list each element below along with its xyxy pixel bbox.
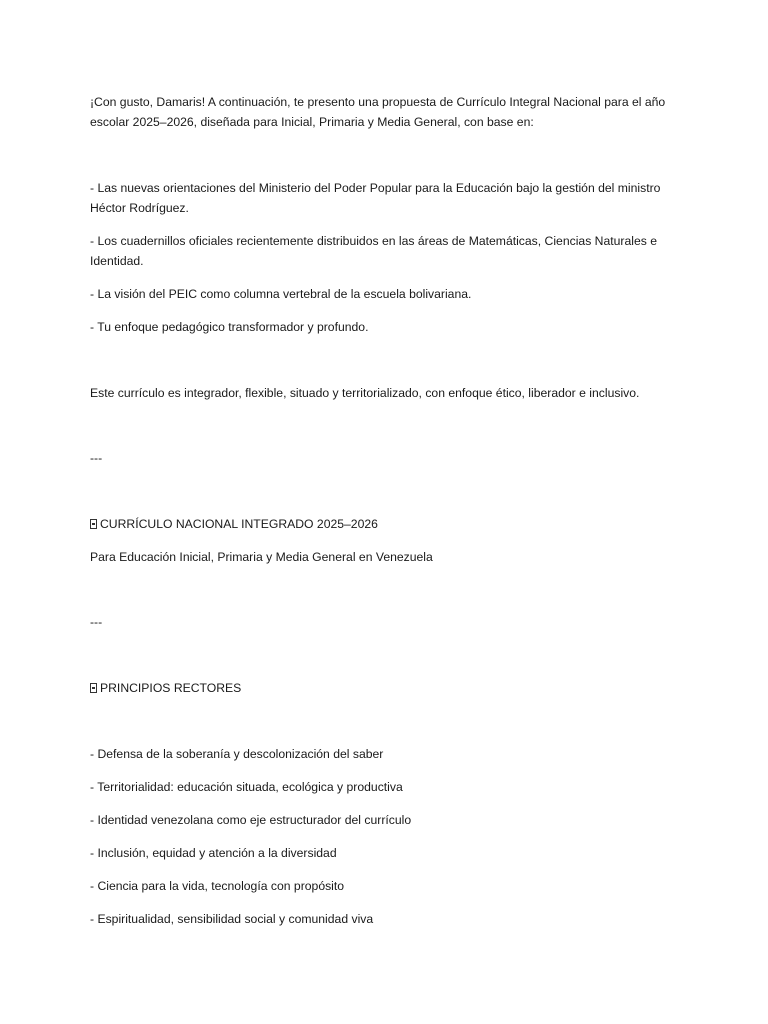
principles-heading [90,678,680,698]
separator: --- [90,451,103,465]
intro-paragraph: ¡Con gusto, Damaris! A continuación, te presento una propuesta de Currículo Integral Nacional para el año escolar 2025–2026, diseñada para Inicial, Primaria y Media General, con base en: [90,95,666,129]
summary-paragraph: Este currículo es integrador, flexible, situado y territorializado, con enfoque ético, liberador e inclusivo. [90,386,640,400]
principle-item: - Territorialidad: educación situada, ecológica y productiva [90,780,403,794]
principle-item: - Inclusión, equidad y atención a la diversidad [90,846,337,860]
principle-item: - Identidad venezolana como eje estructurador del currículo [90,813,412,827]
missing-glyph-icon [90,683,97,693]
curriculum-title [90,514,680,534]
principle-item: - Ciencia para la vida, tecnología con propósito [90,879,345,893]
principles-heading-text: PRINCIPIOS RECTORES [100,681,242,695]
curriculum-subtitle: Para Educación Inicial, Primaria y Media General en Venezuela [90,550,433,564]
basis-item: - La visión del PEIC como columna vertebral de la escuela bolivariana. [90,287,472,301]
separator: --- [90,615,103,629]
basis-item: - Las nuevas orientaciones del Ministerio del Poder Popular para la Educación bajo la gestión del ministro Héctor Rodríguez. [90,181,661,215]
basis-item: - Tu enfoque pedagógico transformador y profundo. [90,320,369,334]
principle-item: - Defensa de la soberanía y descolonización del saber [90,747,384,761]
missing-glyph-icon [90,519,97,529]
basis-item: - Los cuadernillos oficiales recientemente distribuidos en las áreas de Matemáticas, Ciencias Naturales e Identidad. [90,234,657,268]
principle-item: - Espiritualidad, sensibilidad social y comunidad viva [90,912,374,926]
curriculum-title-text: CURRÍCULO NACIONAL INTEGRADO 2025–2026 [100,517,378,531]
